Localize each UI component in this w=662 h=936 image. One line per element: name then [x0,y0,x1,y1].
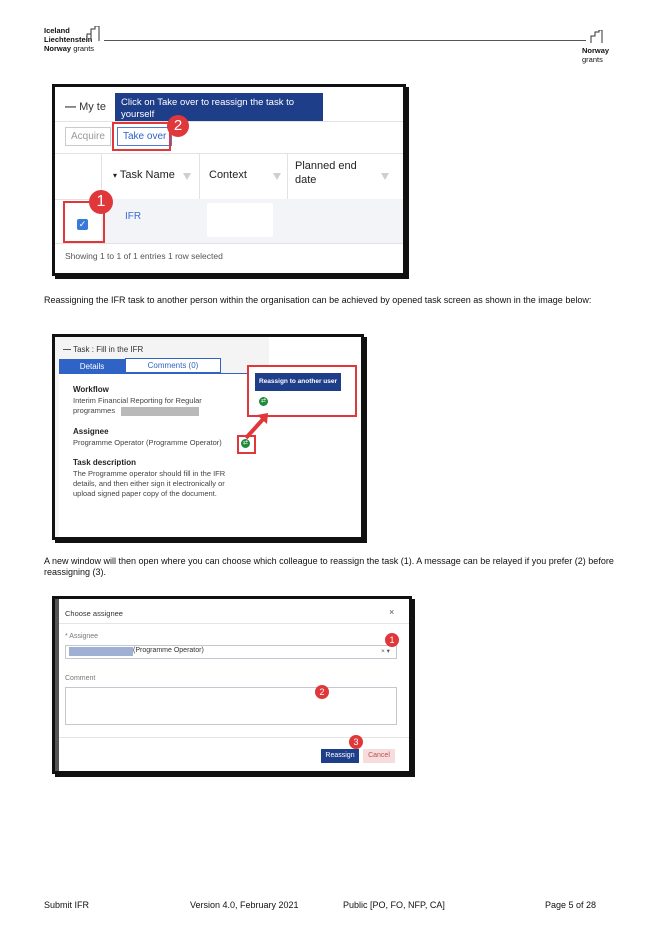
task-name-link[interactable]: IFR [125,211,142,222]
clear-caret-icon[interactable]: × ▾ [381,648,390,655]
step-badge-3: 3 [349,735,363,749]
assignee-field-label: * Assignee [65,633,99,640]
divider [55,153,403,154]
col-header-task-label: Task Name [119,169,175,181]
redacted-name [69,647,133,656]
table-footer: Showing 1 to 1 of 1 entries 1 row selected [65,251,223,261]
task-description-label: Task description [73,458,136,467]
task-description-line2: details, and then either sign it electronically or [73,479,225,488]
reassign-tooltip: Reassign to another user [255,373,341,391]
task-panel-title: — Task : Fill in the IFR [63,345,144,354]
redacted-block [121,407,199,416]
col-header-context[interactable]: Context [209,169,247,181]
filter-icon[interactable] [183,173,191,180]
reassign-button[interactable]: Reassign [321,749,359,763]
paragraph-new-window: A new window will then open where you can choose which colleague to reassign the task (1). A message can be relayed if you prefer (2) before reassigning (3). [44,556,614,577]
comment-textarea[interactable] [65,687,397,725]
footer-page-number: Page 5 of 28 [545,900,597,910]
logo-norway-grants [582,46,609,64]
col-header-task-name[interactable]: ▾ Task Name [113,169,175,181]
arrow-icon [243,411,273,441]
logo-line-liechtenstein: Liechtenstein [44,35,93,44]
task-description-line1: The Programme operator should fill in the IFR [73,469,226,478]
footer-audience: Public [PO, FO, NFP, CA] [343,900,445,910]
step-badge-2: 2 [167,115,189,137]
divider [55,243,403,244]
figure-task-screen [52,334,364,540]
dialog-edge [55,599,59,771]
cancel-button[interactable]: Cancel [363,749,395,763]
assignee-label: Assignee [73,427,109,436]
logo-line-norway: Norway [44,44,72,53]
take-over-button[interactable]: Take over [117,127,172,146]
table-row[interactable] [101,199,199,243]
row-checkbox[interactable]: ✓ [78,219,87,229]
comment-label: Comment [65,675,96,682]
task-description-line3: upload signed paper copy of the document. [73,489,217,498]
divider [59,623,409,624]
reassign-icon-zoomed: ⇄ [260,398,267,404]
logo-line-grants: grants [73,44,95,53]
tab-comments[interactable]: Comments (0) [125,358,221,373]
filter-icon[interactable] [381,173,389,180]
dialog-title: Choose assignee [65,609,123,618]
panel-title-text: My te [79,101,106,113]
reassign-icon[interactable]: ⇄ [242,440,249,446]
assignee-select-value: (Programme Operator) [133,647,204,654]
step-badge-1: 1 [89,190,113,214]
footer-doc-title: Submit IFR [44,900,90,910]
panel-title: — My te [65,101,106,113]
step-badge-1: 1 [385,633,399,647]
assignee-value: Programme Operator (Programme Operator) [73,438,222,447]
col-header-planned-end-date[interactable]: Planned end date [295,160,357,186]
highlight-take-over [112,122,171,151]
context-cell [207,203,273,237]
reassign-zoom-callout [247,365,357,417]
workflow-value: Interim Financial Reporting for Regular [73,396,202,405]
tab-details[interactable]: Details [59,359,125,374]
figure-choose-assignee [52,596,412,774]
header-rule [104,40,586,41]
logo-line-iceland: Iceland [44,26,70,35]
task-title-text: Task : Fill in the IFR [73,345,144,354]
acquire-button[interactable]: Acquire [65,127,111,146]
workflow-label: Workflow [73,385,109,394]
workflow-value-2: programmes [73,406,116,415]
row-cell-bg [287,199,403,243]
footer-version: Version 4.0, February 2021 [190,900,299,910]
takeover-tooltip: Click on Take over to reassign the task to yourself [115,93,323,121]
divider [55,121,403,122]
logo-norway: Norway [582,46,610,55]
step-badge-2: 2 [315,685,329,699]
flag-logo-icon-right [590,30,606,44]
paragraph-reassign-intro: Reassigning the IFR task to another person within the organisation can be achieved by opened task screen as shown in the image below: [44,295,592,305]
flag-logo-icon [86,26,104,42]
logo-grants: grants [582,55,603,64]
figure-my-tasks [52,84,406,276]
filter-icon[interactable] [273,173,281,180]
close-icon[interactable]: × [389,607,395,617]
